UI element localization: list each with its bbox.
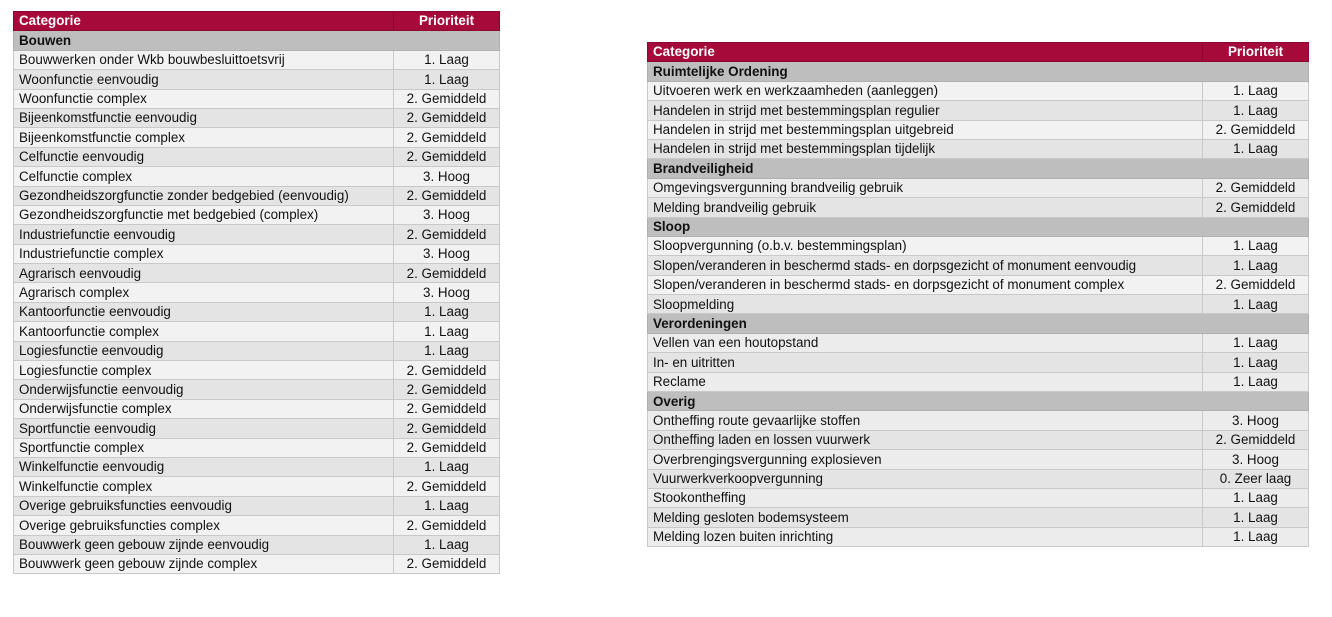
table-row	[648, 430, 1309, 449]
table-row	[14, 477, 500, 496]
priority-cell: 1. Laag	[1203, 236, 1309, 255]
table-row	[648, 450, 1309, 469]
priority-cell: 1. Laag	[1203, 488, 1309, 507]
priority-cell: 1. Laag	[1203, 256, 1309, 275]
category-cell: Industriefunctie eenvoudig	[14, 225, 394, 244]
category-cell: Logiesfunctie eenvoudig	[14, 341, 394, 360]
category-cell: Overbrengingsvergunning explosieven	[648, 450, 1203, 469]
priority-cell: 2. Gemiddeld	[394, 554, 500, 573]
category-cell: Melding lozen buiten inrichting	[648, 527, 1203, 546]
table-row	[14, 70, 500, 89]
table-row	[648, 295, 1309, 314]
table-row	[648, 101, 1309, 120]
category-cell: In- en uitritten	[648, 353, 1203, 372]
group-title: Brandveiligheid	[648, 159, 1309, 178]
table-row	[14, 302, 500, 321]
table-row	[14, 419, 500, 438]
priority-cell: 1. Laag	[394, 302, 500, 321]
table-row	[14, 361, 500, 380]
table-row	[14, 225, 500, 244]
group-row	[648, 314, 1309, 333]
category-cell: Agrarisch eenvoudig	[14, 264, 394, 283]
priority-cell: 2. Gemiddeld	[1203, 178, 1309, 197]
table-row	[14, 244, 500, 263]
category-cell: Onderwijsfunctie complex	[14, 399, 394, 418]
header-category: Categorie	[14, 12, 394, 31]
priority-cell: 1. Laag	[1203, 527, 1309, 546]
priority-cell: 2. Gemiddeld	[1203, 198, 1309, 217]
table-row	[648, 139, 1309, 158]
group-row	[648, 62, 1309, 81]
priority-cell: 1. Laag	[1203, 295, 1309, 314]
category-cell: Ontheffing laden en lossen vuurwerk	[648, 430, 1203, 449]
priority-cell: 1. Laag	[1203, 333, 1309, 352]
category-cell: Melding brandveilig gebruik	[648, 198, 1203, 217]
category-cell: Celfunctie eenvoudig	[14, 147, 394, 166]
category-cell: Kantoorfunctie eenvoudig	[14, 302, 394, 321]
table-row	[648, 411, 1309, 430]
category-cell: Handelen in strijd met bestemmingsplan tijdelijk	[648, 139, 1203, 158]
category-cell: Bouwwerken onder Wkb bouwbesluittoetsvrij	[14, 50, 394, 69]
category-cell: Bijeenkomstfunctie eenvoudig	[14, 108, 394, 127]
category-cell: Onderwijsfunctie eenvoudig	[14, 380, 394, 399]
priority-cell: 2. Gemiddeld	[394, 147, 500, 166]
priority-cell: 3. Hoog	[394, 205, 500, 224]
priority-cell: 2. Gemiddeld	[394, 438, 500, 457]
group-row	[648, 159, 1309, 178]
table-row	[648, 372, 1309, 391]
priority-cell: 1. Laag	[394, 496, 500, 515]
table-row	[648, 81, 1309, 100]
group-title: Overig	[648, 392, 1309, 411]
priority-cell: 2. Gemiddeld	[394, 225, 500, 244]
table-row	[14, 380, 500, 399]
category-cell: Bouwwerk geen gebouw zijnde eenvoudig	[14, 535, 394, 554]
category-cell: Agrarisch complex	[14, 283, 394, 302]
category-cell: Celfunctie complex	[14, 167, 394, 186]
priority-cell: 2. Gemiddeld	[394, 264, 500, 283]
left-table-body	[14, 12, 500, 574]
table-row	[14, 50, 500, 69]
category-cell: Sportfunctie eenvoudig	[14, 419, 394, 438]
table-row	[14, 283, 500, 302]
group-row	[14, 31, 500, 50]
priority-cell: 2. Gemiddeld	[394, 516, 500, 535]
table-row	[14, 516, 500, 535]
table-row	[14, 554, 500, 573]
table-row	[14, 399, 500, 418]
table-row	[14, 128, 500, 147]
table-row	[14, 205, 500, 224]
header-priority: Prioriteit	[1203, 43, 1309, 62]
priority-cell: 1. Laag	[1203, 508, 1309, 527]
group-title: Sloop	[648, 217, 1309, 236]
priority-cell: 3. Hoog	[1203, 411, 1309, 430]
category-cell: Sloopvergunning (o.b.v. bestemmingsplan)	[648, 236, 1203, 255]
category-cell: Uitvoeren werk en werkzaamheden (aanleggen)	[648, 81, 1203, 100]
category-cell: Overige gebruiksfuncties eenvoudig	[14, 496, 394, 515]
priority-cell: 1. Laag	[1203, 372, 1309, 391]
priority-cell: 2. Gemiddeld	[394, 361, 500, 380]
priority-cell: 2. Gemiddeld	[394, 399, 500, 418]
priority-cell: 2. Gemiddeld	[394, 419, 500, 438]
category-cell: Industriefunctie complex	[14, 244, 394, 263]
group-title: Bouwen	[14, 31, 500, 50]
priority-cell: 2. Gemiddeld	[394, 186, 500, 205]
category-cell: Handelen in strijd met bestemmingsplan regulier	[648, 101, 1203, 120]
right-priority-table	[647, 42, 1309, 547]
priority-cell: 3. Hoog	[1203, 450, 1309, 469]
category-cell: Sportfunctie complex	[14, 438, 394, 457]
table-row	[648, 120, 1309, 139]
group-row	[648, 217, 1309, 236]
priority-cell: 2. Gemiddeld	[1203, 430, 1309, 449]
category-cell: Slopen/veranderen in beschermd stads- en dorpsgezicht of monument eenvoudig	[648, 256, 1203, 275]
priority-cell: 3. Hoog	[394, 167, 500, 186]
category-cell: Overige gebruiksfuncties complex	[14, 516, 394, 535]
table-row	[648, 469, 1309, 488]
category-cell: Gezondheidszorgfunctie met bedgebied (complex)	[14, 205, 394, 224]
group-title: Ruimtelijke Ordening	[648, 62, 1309, 81]
priority-cell: 2. Gemiddeld	[394, 89, 500, 108]
category-cell: Handelen in strijd met bestemmingsplan uitgebreid	[648, 120, 1203, 139]
priority-cell: 2. Gemiddeld	[1203, 120, 1309, 139]
priority-cell: 1. Laag	[1203, 101, 1309, 120]
table-row	[14, 89, 500, 108]
group-row	[648, 392, 1309, 411]
table-row	[14, 496, 500, 515]
table-row	[14, 167, 500, 186]
priority-cell: 1. Laag	[394, 50, 500, 69]
table-row	[648, 333, 1309, 352]
category-cell: Stookontheffing	[648, 488, 1203, 507]
priority-cell: 2. Gemiddeld	[1203, 275, 1309, 294]
table-row	[14, 264, 500, 283]
category-cell: Gezondheidszorgfunctie zonder bedgebied (eenvoudig)	[14, 186, 394, 205]
table-row	[648, 275, 1309, 294]
priority-cell: 1. Laag	[394, 341, 500, 360]
header-priority: Prioriteit	[394, 12, 500, 31]
category-cell: Slopen/veranderen in beschermd stads- en dorpsgezicht of monument complex	[648, 275, 1203, 294]
priority-cell: 2. Gemiddeld	[394, 477, 500, 496]
table-row	[14, 147, 500, 166]
table-row	[648, 353, 1309, 372]
priority-cell: 1. Laag	[394, 457, 500, 476]
table-row	[14, 438, 500, 457]
category-cell: Bouwwerk geen gebouw zijnde complex	[14, 554, 394, 573]
category-cell: Woonfunctie eenvoudig	[14, 70, 394, 89]
priority-cell: 1. Laag	[1203, 353, 1309, 372]
table-row	[14, 457, 500, 476]
priority-cell: 1. Laag	[1203, 81, 1309, 100]
table-header-row	[14, 12, 500, 31]
table-row	[14, 341, 500, 360]
priority-cell: 1. Laag	[394, 322, 500, 341]
priority-cell: 0. Zeer laag	[1203, 469, 1309, 488]
category-cell: Bijeenkomstfunctie complex	[14, 128, 394, 147]
category-cell: Omgevingsvergunning brandveilig gebruik	[648, 178, 1203, 197]
right-table-body	[648, 43, 1309, 547]
table-row	[14, 322, 500, 341]
category-cell: Sloopmelding	[648, 295, 1203, 314]
table-row	[648, 236, 1309, 255]
priority-cell: 1. Laag	[394, 535, 500, 554]
category-cell: Reclame	[648, 372, 1203, 391]
priority-cell: 2. Gemiddeld	[394, 380, 500, 399]
priority-cell: 3. Hoog	[394, 244, 500, 263]
category-cell: Ontheffing route gevaarlijke stoffen	[648, 411, 1203, 430]
priority-cell: 1. Laag	[1203, 139, 1309, 158]
table-row	[648, 527, 1309, 546]
priority-cell: 3. Hoog	[394, 283, 500, 302]
category-cell: Winkelfunctie complex	[14, 477, 394, 496]
priority-cell: 2. Gemiddeld	[394, 108, 500, 127]
table-row	[14, 186, 500, 205]
group-title: Verordeningen	[648, 314, 1309, 333]
left-priority-table	[13, 11, 500, 574]
header-category: Categorie	[648, 43, 1203, 62]
table-row	[648, 178, 1309, 197]
table-row	[14, 535, 500, 554]
category-cell: Logiesfunctie complex	[14, 361, 394, 380]
priority-cell: 1. Laag	[394, 70, 500, 89]
table-row	[648, 256, 1309, 275]
category-cell: Kantoorfunctie complex	[14, 322, 394, 341]
category-cell: Melding gesloten bodemsysteem	[648, 508, 1203, 527]
table-header-row	[648, 43, 1309, 62]
category-cell: Vellen van een houtopstand	[648, 333, 1203, 352]
table-row	[648, 508, 1309, 527]
category-cell: Vuurwerkverkoopvergunning	[648, 469, 1203, 488]
table-row	[14, 108, 500, 127]
category-cell: Woonfunctie complex	[14, 89, 394, 108]
category-cell: Winkelfunctie eenvoudig	[14, 457, 394, 476]
table-row	[648, 488, 1309, 507]
table-row	[648, 198, 1309, 217]
priority-cell: 2. Gemiddeld	[394, 128, 500, 147]
